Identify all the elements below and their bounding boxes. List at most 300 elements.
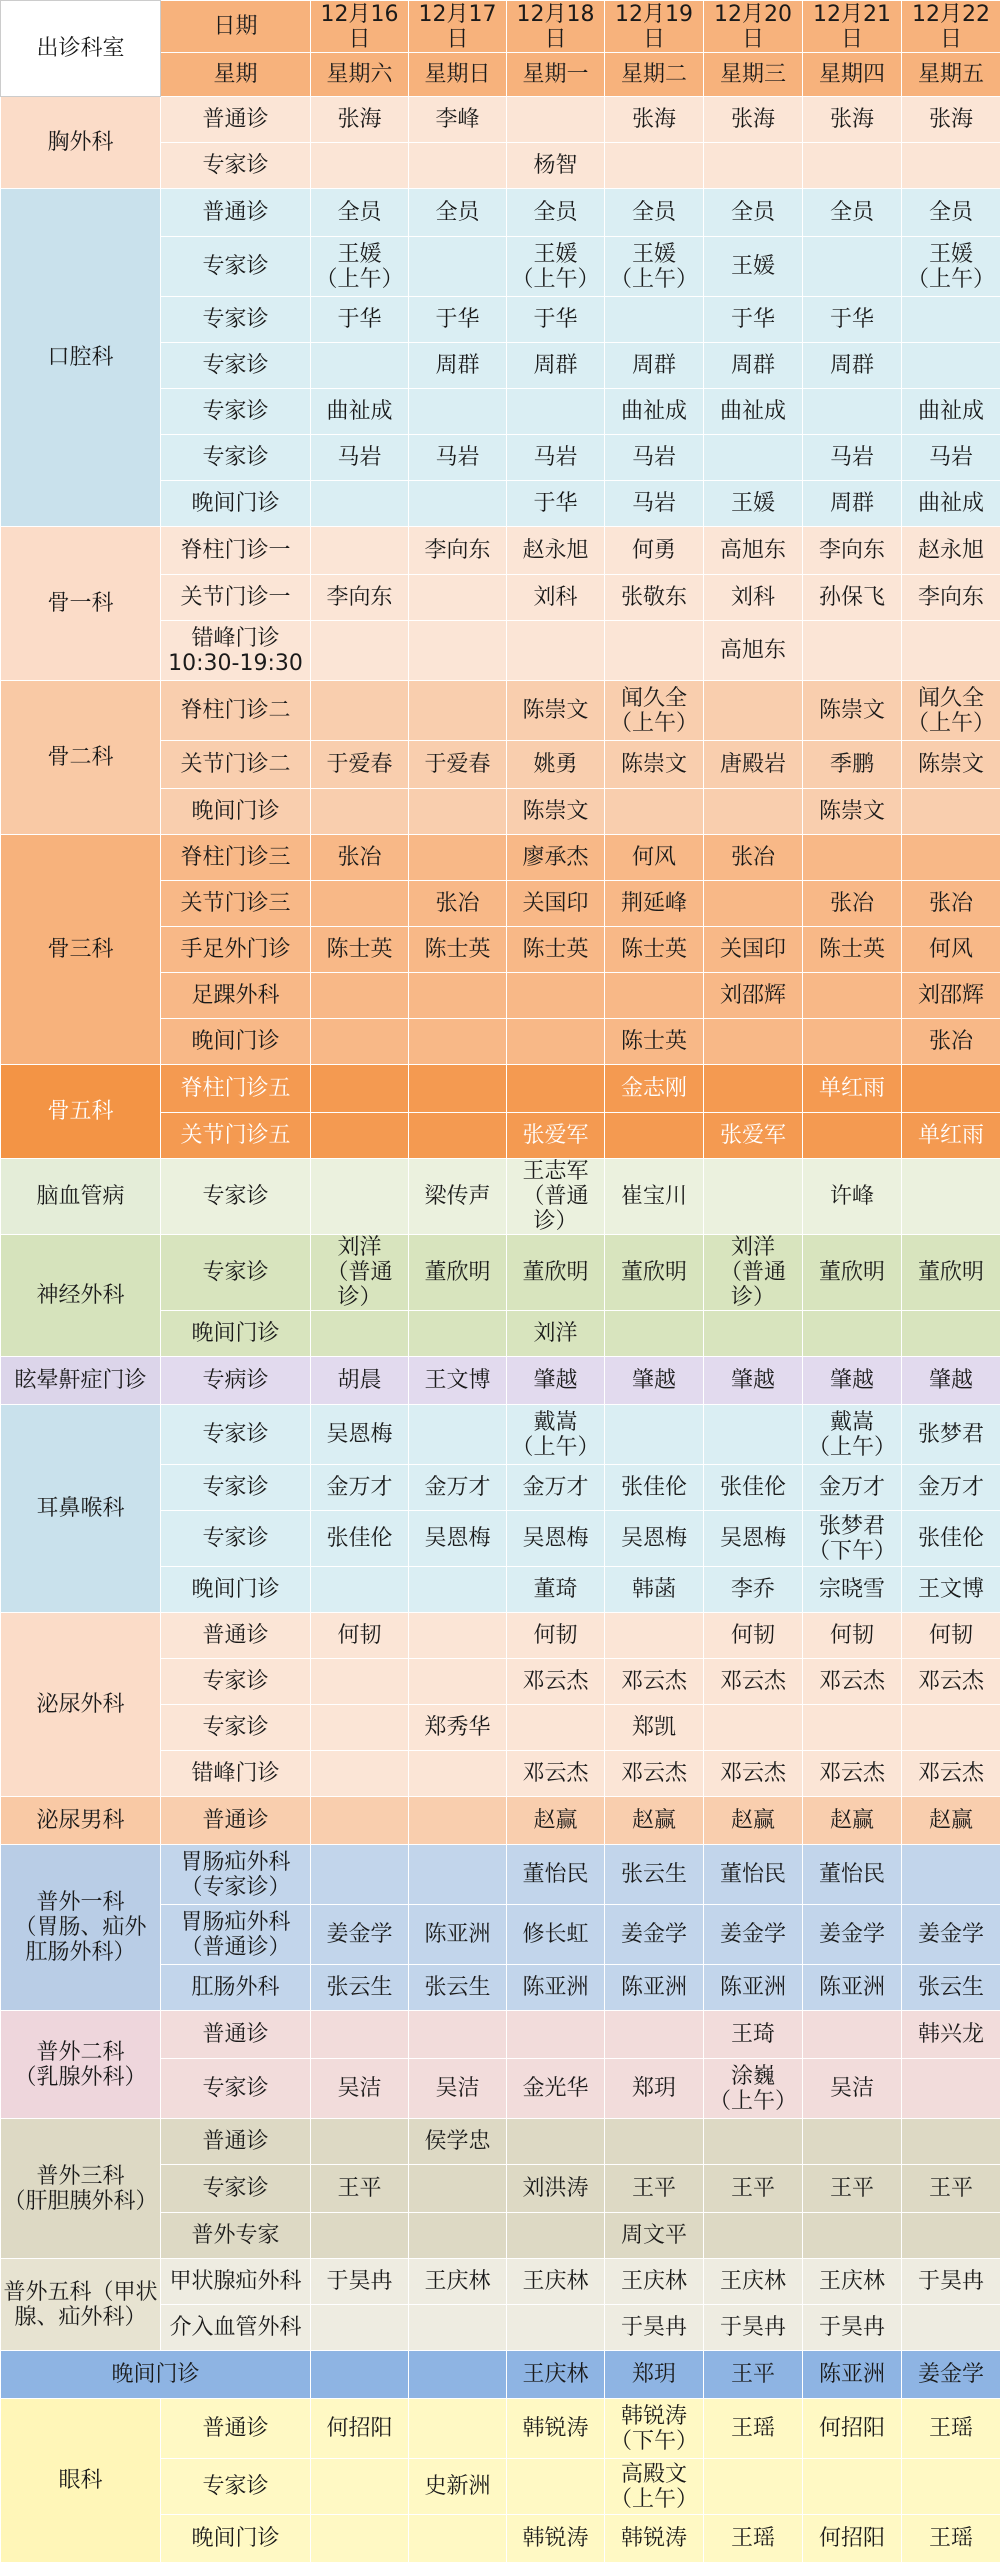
doctor-cell — [311, 2351, 409, 2399]
doctor-cell: 姜金学 — [605, 1905, 704, 1965]
doctor-cell: 吴恩梅 — [311, 1405, 409, 1465]
doctor-cell — [803, 973, 902, 1019]
doctor-cell — [311, 481, 409, 527]
clinic-type-cell: 错峰门诊 — [161, 1751, 311, 1797]
doctor-cell — [409, 1797, 507, 1845]
doctor-cell: 董怡民 — [704, 1845, 803, 1905]
doctor-cell: 何风 — [902, 927, 1000, 973]
doctor-cell — [507, 2011, 605, 2059]
clinic-type-cell: 专家诊 — [161, 1705, 311, 1751]
doctor-cell — [409, 481, 507, 527]
doctor-cell — [311, 881, 409, 927]
doctor-cell: 姜金学 — [704, 1905, 803, 1965]
doctor-cell: 肇越 — [803, 1357, 902, 1405]
doctor-cell: 王琦 — [704, 2011, 803, 2059]
doctor-cell: 李向东 — [902, 575, 1000, 621]
doctor-cell: 王庆林 — [507, 2259, 605, 2305]
doctor-cell: 周群 — [803, 343, 902, 389]
doctor-cell: 戴嵩 （上午） — [803, 1405, 902, 1465]
doctor-cell: 闻久全 （上午） — [605, 681, 704, 741]
doctor-cell: 韩锐涛 — [605, 2515, 704, 2563]
clinic-type-cell: 脊柱门诊一 — [161, 527, 311, 575]
doctor-cell — [409, 1567, 507, 1613]
doctor-cell — [605, 1613, 704, 1659]
clinic-type-cell: 专家诊 — [161, 389, 311, 435]
schedule-row — [1, 681, 1000, 741]
doctor-cell: 张海 — [902, 97, 1000, 143]
doctor-cell: 邓云杰 — [507, 1659, 605, 1705]
date-label: 日期 — [161, 1, 311, 53]
doctor-cell: 陈士英 — [605, 927, 704, 973]
doctor-cell: 陈亚洲 — [803, 1965, 902, 2011]
department-cell: 骨一科 — [1, 527, 161, 681]
clinic-type-cell: 关节门诊三 — [161, 881, 311, 927]
doctor-cell: 何招阳 — [803, 2399, 902, 2459]
doctor-cell: 郑秀华 — [409, 1705, 507, 1751]
clinic-type-cell: 胃肠疝外科 （专家诊） — [161, 1845, 311, 1905]
doctor-cell: 关国印 — [704, 927, 803, 973]
doctor-cell: 高旭东 — [704, 621, 803, 681]
weekday-cell: 星期日 — [409, 53, 507, 97]
doctor-cell: 陈士英 — [409, 927, 507, 973]
doctor-cell: 吴恩梅 — [507, 1511, 605, 1567]
doctor-cell — [409, 575, 507, 621]
doctor-cell — [409, 2305, 507, 2351]
doctor-cell — [605, 143, 704, 189]
doctor-cell: 张佳伦 — [605, 1465, 704, 1511]
doctor-cell — [311, 2213, 409, 2259]
doctor-cell — [507, 1065, 605, 1113]
doctor-cell: 肇越 — [902, 1357, 1000, 1405]
clinic-type-cell: 普通诊 — [161, 1797, 311, 1845]
doctor-cell: 刘邵辉 — [902, 973, 1000, 1019]
doctor-cell: 张云生 — [409, 1965, 507, 2011]
schedule-row — [1, 1797, 1000, 1845]
doctor-cell: 曲祉成 — [902, 389, 1000, 435]
doctor-cell: 张冶 — [902, 881, 1000, 927]
doctor-cell — [605, 2119, 704, 2165]
doctor-cell: 邓云杰 — [704, 1751, 803, 1797]
doctor-cell: 关国印 — [507, 881, 605, 927]
doctor-cell: 于华 — [507, 297, 605, 343]
clinic-type-cell: 错峰门诊 10:30-19:30 — [161, 621, 311, 681]
doctor-cell: 李向东 — [409, 527, 507, 575]
clinic-type-cell: 专家诊 — [161, 1465, 311, 1511]
doctor-cell: 韩锐涛 （下午） — [605, 2399, 704, 2459]
clinic-type-cell: 专家诊 — [161, 343, 311, 389]
doctor-cell: 涂巍 （上午） — [704, 2059, 803, 2119]
schedule-row — [1, 97, 1000, 143]
clinic-type-cell: 关节门诊一 — [161, 575, 311, 621]
weekday-cell: 星期五 — [902, 53, 1000, 97]
doctor-cell: 邓云杰 — [803, 1659, 902, 1705]
clinic-type-cell: 甲状腺疝外科 — [161, 2259, 311, 2305]
clinic-type-cell: 晚间门诊 — [161, 481, 311, 527]
doctor-cell — [902, 1705, 1000, 1751]
doctor-cell — [902, 835, 1000, 881]
doctor-cell: 郑玥 — [605, 2059, 704, 2119]
doctor-cell: 于爱春 — [409, 741, 507, 789]
doctor-cell: 孙保飞 — [803, 575, 902, 621]
doctor-cell: 唐殿岩 — [704, 741, 803, 789]
doctor-cell: 赵赢 — [507, 1797, 605, 1845]
doctor-cell: 曲祉成 — [311, 389, 409, 435]
doctor-cell: 赵赢 — [902, 1797, 1000, 1845]
doctor-cell: 王平 — [605, 2165, 704, 2213]
schedule-row — [1, 1065, 1000, 1113]
date-cell: 12月18日 — [507, 1, 605, 53]
doctor-cell — [704, 789, 803, 835]
doctor-cell: 王庆林 — [704, 2259, 803, 2305]
doctor-cell — [605, 1405, 704, 1465]
doctor-cell: 全员 — [311, 189, 409, 237]
doctor-cell — [507, 2119, 605, 2165]
doctor-cell: 张爱军 — [507, 1113, 605, 1159]
doctor-cell: 刘邵辉 — [704, 973, 803, 1019]
doctor-cell: 于昊冉 — [704, 2305, 803, 2351]
doctor-cell: 何招阳 — [803, 2515, 902, 2563]
doctor-cell: 王瑶 — [704, 2399, 803, 2459]
doctor-cell: 董欣明 — [902, 1235, 1000, 1311]
doctor-cell — [507, 973, 605, 1019]
doctor-cell — [409, 1613, 507, 1659]
weekday-cell: 星期三 — [704, 53, 803, 97]
doctor-cell: 周群 — [507, 343, 605, 389]
doctor-cell: 赵永旭 — [507, 527, 605, 575]
doctor-cell — [507, 1019, 605, 1065]
doctor-cell — [803, 1705, 902, 1751]
clinic-type-cell: 普外专家 — [161, 2213, 311, 2259]
doctor-cell: 吴恩梅 — [704, 1511, 803, 1567]
doctor-cell — [803, 389, 902, 435]
doctor-cell: 王平 — [704, 2165, 803, 2213]
doctor-cell: 王媛 （上午） — [311, 237, 409, 297]
doctor-cell: 王瑶 — [902, 2399, 1000, 2459]
doctor-cell: 董欣明 — [409, 1235, 507, 1311]
doctor-cell — [311, 1159, 409, 1235]
doctor-cell — [704, 881, 803, 927]
doctor-cell: 韩锐涛 — [507, 2515, 605, 2563]
doctor-cell: 曲祉成 — [704, 389, 803, 435]
doctor-cell: 陈士英 — [311, 927, 409, 973]
doctor-cell — [704, 1705, 803, 1751]
doctor-cell — [507, 1705, 605, 1751]
doctor-cell: 刘洋 — [507, 1311, 605, 1357]
doctor-cell: 张梦君 — [902, 1405, 1000, 1465]
doctor-cell: 赵永旭 — [902, 527, 1000, 575]
doctor-cell — [803, 1019, 902, 1065]
schedule-row — [1, 835, 1000, 881]
doctor-cell — [409, 1019, 507, 1065]
doctor-cell — [704, 143, 803, 189]
doctor-cell — [311, 2119, 409, 2165]
doctor-cell: 何风 — [605, 835, 704, 881]
doctor-cell: 金万才 — [507, 1465, 605, 1511]
doctor-cell: 邓云杰 — [605, 1659, 704, 1705]
doctor-cell: 何韧 — [507, 1613, 605, 1659]
doctor-cell: 张云生 — [605, 1845, 704, 1905]
doctor-cell: 马岩 — [409, 435, 507, 481]
doctor-cell: 吴恩梅 — [605, 1511, 704, 1567]
doctor-cell: 李向东 — [311, 575, 409, 621]
doctor-cell: 王庆林 — [409, 2259, 507, 2305]
clinic-type-cell: 专家诊 — [161, 143, 311, 189]
doctor-cell — [311, 343, 409, 389]
doctor-cell — [409, 835, 507, 881]
doctor-cell: 陈亚洲 — [605, 1965, 704, 2011]
doctor-cell — [311, 1065, 409, 1113]
doctor-cell: 曲祉成 — [605, 389, 704, 435]
doctor-cell: 何勇 — [605, 527, 704, 575]
schedule-row — [1, 1845, 1000, 1905]
doctor-cell: 王平 — [311, 2165, 409, 2213]
doctor-cell — [803, 237, 902, 297]
schedule-row — [1, 1405, 1000, 1465]
clinic-type-cell: 专家诊 — [161, 1405, 311, 1465]
doctor-cell — [507, 2305, 605, 2351]
doctor-cell: 全员 — [507, 189, 605, 237]
department-cell: 骨五科 — [1, 1065, 161, 1159]
doctor-cell: 邓云杰 — [902, 1659, 1000, 1705]
doctor-cell: 高殿文 （上午） — [605, 2459, 704, 2515]
doctor-cell: 董琦 — [507, 1567, 605, 1613]
doctor-cell: 荆延峰 — [605, 881, 704, 927]
doctor-cell: 姜金学 — [311, 1905, 409, 1965]
schedule-row — [1, 2399, 1000, 2459]
doctor-cell: 李乔 — [704, 1567, 803, 1613]
doctor-cell: 邓云杰 — [902, 1751, 1000, 1797]
doctor-cell — [311, 1659, 409, 1705]
clinic-type-cell: 专家诊 — [161, 1511, 311, 1567]
doctor-cell: 马岩 — [605, 481, 704, 527]
clinic-type-cell: 晚间门诊 — [161, 1567, 311, 1613]
doctor-cell — [803, 2213, 902, 2259]
doctor-cell: 邓云杰 — [507, 1751, 605, 1797]
doctor-cell: 姜金学 — [902, 2351, 1000, 2399]
doctor-cell — [902, 2213, 1000, 2259]
doctor-cell — [311, 973, 409, 1019]
doctor-cell: 于昊冉 — [311, 2259, 409, 2305]
doctor-cell: 王庆林 — [507, 2351, 605, 2399]
doctor-cell — [409, 973, 507, 1019]
doctor-cell — [409, 1065, 507, 1113]
doctor-cell: 马岩 — [311, 435, 409, 481]
doctor-cell: 张冶 — [311, 835, 409, 881]
doctor-cell: 王平 — [902, 2165, 1000, 2213]
doctor-cell — [311, 1567, 409, 1613]
doctor-cell — [902, 1159, 1000, 1235]
schedule-row — [1, 1613, 1000, 1659]
doctor-cell: 全员 — [409, 189, 507, 237]
doctor-cell: 张敬东 — [605, 575, 704, 621]
doctor-cell: 金万才 — [902, 1465, 1000, 1511]
schedule-row — [1, 2011, 1000, 2059]
doctor-cell — [803, 2119, 902, 2165]
doctor-cell — [803, 2011, 902, 2059]
doctor-cell: 刘科 — [507, 575, 605, 621]
department-cell: 神经外科 — [1, 1235, 161, 1357]
date-cell: 12月17日 — [409, 1, 507, 53]
doctor-cell — [507, 389, 605, 435]
doctor-cell: 周群 — [803, 481, 902, 527]
department-cell: 胸外科 — [1, 97, 161, 189]
doctor-cell: 张冶 — [902, 1019, 1000, 1065]
doctor-cell: 张佳伦 — [704, 1465, 803, 1511]
doctor-cell: 高旭东 — [704, 527, 803, 575]
doctor-cell: 戴嵩 （上午） — [507, 1405, 605, 1465]
clinic-type-cell: 专家诊 — [161, 1235, 311, 1311]
doctor-cell: 陈亚洲 — [704, 1965, 803, 2011]
doctor-cell — [409, 1311, 507, 1357]
doctor-cell — [704, 1405, 803, 1465]
doctor-cell: 于昊冉 — [803, 2305, 902, 2351]
schedule-row — [1, 2259, 1000, 2305]
doctor-cell: 李向东 — [803, 527, 902, 575]
doctor-cell: 陈崇文 — [803, 789, 902, 835]
doctor-cell — [311, 1019, 409, 1065]
doctor-cell: 肇越 — [704, 1357, 803, 1405]
clinic-type-cell: 普通诊 — [161, 2119, 311, 2165]
doctor-cell: 姜金学 — [902, 1905, 1000, 1965]
clinic-type-cell: 肛肠外科 — [161, 1965, 311, 2011]
doctor-cell: 张梦君 （下午） — [803, 1511, 902, 1567]
doctor-cell: 马岩 — [507, 435, 605, 481]
weekday-cell: 星期六 — [311, 53, 409, 97]
doctor-cell — [704, 1159, 803, 1235]
clinic-type-cell: 脊柱门诊五 — [161, 1065, 311, 1113]
doctor-cell — [311, 681, 409, 741]
doctor-cell: 王瑶 — [704, 2515, 803, 2563]
doctor-cell: 刘洋 （普通诊） — [704, 1235, 803, 1311]
doctor-cell: 张海 — [605, 97, 704, 143]
department-cell: 普外五科（甲状 腺、疝外科） — [1, 2259, 161, 2351]
doctor-cell — [605, 2011, 704, 2059]
doctor-cell — [507, 621, 605, 681]
doctor-cell: 姜金学 — [803, 1905, 902, 1965]
doctor-cell — [409, 789, 507, 835]
doctor-cell: 王文博 — [902, 1567, 1000, 1613]
doctor-cell: 吴洁 — [311, 2059, 409, 2119]
clinic-type-cell: 脊柱门诊二 — [161, 681, 311, 741]
doctor-cell — [902, 621, 1000, 681]
doctor-cell: 周群 — [605, 343, 704, 389]
doctor-cell: 周群 — [704, 343, 803, 389]
doctor-cell: 赵赢 — [803, 1797, 902, 1845]
doctor-cell: 吴洁 — [409, 2059, 507, 2119]
doctor-cell: 董欣明 — [507, 1235, 605, 1311]
doctor-cell: 许峰 — [803, 1159, 902, 1235]
doctor-cell — [409, 2011, 507, 2059]
schedule-row — [1, 189, 1000, 237]
doctor-cell: 全员 — [605, 189, 704, 237]
doctor-cell: 王瑶 — [902, 2515, 1000, 2563]
doctor-cell: 全员 — [803, 189, 902, 237]
department-cell: 晚间门诊 — [1, 2351, 311, 2399]
doctor-cell: 金万才 — [803, 1465, 902, 1511]
clinic-type-cell: 普通诊 — [161, 1613, 311, 1659]
clinic-type-cell: 晚间门诊 — [161, 1019, 311, 1065]
doctor-cell — [803, 1311, 902, 1357]
doctor-cell: 陈亚洲 — [803, 2351, 902, 2399]
clinic-type-cell: 专家诊 — [161, 2059, 311, 2119]
doctor-cell — [409, 389, 507, 435]
clinic-type-cell: 晚间门诊 — [161, 1311, 311, 1357]
doctor-cell: 于华 — [311, 297, 409, 343]
doctor-cell — [409, 1751, 507, 1797]
doctor-cell — [507, 97, 605, 143]
doctor-cell: 张海 — [803, 97, 902, 143]
weekday-cell: 星期二 — [605, 53, 704, 97]
doctor-cell — [803, 1113, 902, 1159]
doctor-cell — [409, 1405, 507, 1465]
doctor-cell — [605, 621, 704, 681]
clinic-type-cell: 普通诊 — [161, 2399, 311, 2459]
doctor-cell — [803, 2459, 902, 2515]
doctor-cell: 宗晓雪 — [803, 1567, 902, 1613]
clinic-type-cell: 专家诊 — [161, 2165, 311, 2213]
doctor-cell: 王志军 （普通诊） — [507, 1159, 605, 1235]
doctor-cell: 郑玥 — [605, 2351, 704, 2399]
doctor-cell — [902, 2059, 1000, 2119]
doctor-cell — [409, 2165, 507, 2213]
date-cell: 12月21日 — [803, 1, 902, 53]
department-cell: 脑血管病 — [1, 1159, 161, 1235]
date-cell: 12月16日 — [311, 1, 409, 53]
department-cell: 骨三科 — [1, 835, 161, 1065]
doctor-cell: 赵赢 — [704, 1797, 803, 1845]
doctor-cell: 陈士英 — [803, 927, 902, 973]
doctor-cell — [311, 1705, 409, 1751]
doctor-cell: 张佳伦 — [311, 1511, 409, 1567]
department-cell: 泌尿外科 — [1, 1613, 161, 1797]
department-cell: 眩晕鼾症门诊 — [1, 1357, 161, 1405]
department-cell: 眼科 — [1, 2399, 161, 2563]
doctor-cell — [311, 2011, 409, 2059]
date-cell: 12月19日 — [605, 1, 704, 53]
doctor-cell: 曲祉成 — [902, 481, 1000, 527]
doctor-cell — [704, 2459, 803, 2515]
doctor-cell: 于昊冉 — [605, 2305, 704, 2351]
doctor-cell — [605, 789, 704, 835]
doctor-cell — [409, 1845, 507, 1905]
doctor-cell: 于华 — [409, 297, 507, 343]
department-cell: 普外三科 （肝胆胰外科） — [1, 2119, 161, 2259]
department-cell: 普外二科 （乳腺外科） — [1, 2011, 161, 2119]
doctor-cell — [311, 2459, 409, 2515]
doctor-cell — [311, 1797, 409, 1845]
doctor-cell: 何韧 — [704, 1613, 803, 1659]
clinic-type-cell: 专家诊 — [161, 237, 311, 297]
doctor-cell: 刘洋 （普通诊） — [311, 1235, 409, 1311]
doctor-cell: 何韧 — [902, 1613, 1000, 1659]
doctor-cell: 刘洪涛 — [507, 2165, 605, 2213]
doctor-cell — [902, 1065, 1000, 1113]
doctor-cell: 王媛 （上午） — [605, 237, 704, 297]
doctor-cell: 赵赢 — [605, 1797, 704, 1845]
doctor-cell: 金万才 — [311, 1465, 409, 1511]
doctor-cell: 王平 — [704, 2351, 803, 2399]
doctor-cell: 单红雨 — [902, 1113, 1000, 1159]
doctor-cell: 张爱军 — [704, 1113, 803, 1159]
clinic-type-cell: 专家诊 — [161, 435, 311, 481]
doctor-cell: 陈崇文 — [902, 741, 1000, 789]
doctor-cell: 王平 — [803, 2165, 902, 2213]
doctor-cell: 全员 — [704, 189, 803, 237]
doctor-cell: 陈崇文 — [803, 681, 902, 741]
doctor-cell — [902, 2119, 1000, 2165]
doctor-cell: 董欣明 — [605, 1235, 704, 1311]
doctor-cell — [803, 835, 902, 881]
